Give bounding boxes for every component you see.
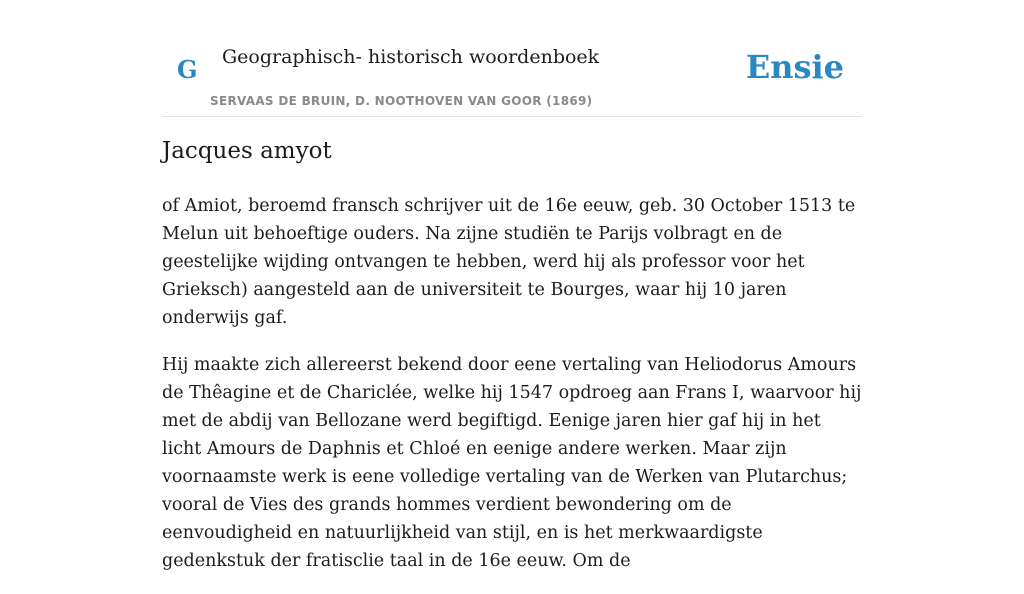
ensie-logo-link[interactable]: Ensie bbox=[745, 48, 844, 86]
book-header bbox=[162, 0, 862, 117]
book-title-link[interactable]: Geographisch- historisch woordenboek bbox=[222, 46, 600, 68]
article-paragraph: Hij maakte zich allereerst bekend door eene vertaling van Heliodorus Amours de Thêagine et de Chariclée, welke hij 1547 opdroeg aan Frans I, waarvoor hij met de abdij van Bellozane werd begiftigd. Eenige jaren hier gaf hij in het licht Amours de Daphnis et Chloé en eenige andere werken. Maar zijn voornaamste werk is eene volledige vertaling van de Werken van Plutarchus; vooral de Vies des grands hommes verdient bewondering om de eenvoudigheid en natuurlijkheid van stijl, en is het merkwaardigste gedenkstuk der fratisclie taal in de 16e eeuw. Om de bbox=[162, 355, 862, 571]
book-author: SERVAAS DE BRUIN, D. NOOTHOVEN VAN GOOR (1869) bbox=[210, 94, 593, 108]
article-title: Jacques amyot bbox=[162, 138, 332, 164]
book-letter-link[interactable]: G bbox=[177, 55, 198, 84]
article-body bbox=[162, 192, 862, 594]
article-paragraph: of Amiot, beroemd fransch schrijver uit de 16e eeuw, geb. 30 October 1513 te Melun uit behoeftige ouders. Na zijne studiën te Parijs volbragt en de geestelijke wijding ontvangen te hebben, werd hij als professor voor het Grieksch) aangesteld aan de universiteit te Bourges, waar hij 10 jaren onderwijs gaf. bbox=[162, 196, 856, 328]
